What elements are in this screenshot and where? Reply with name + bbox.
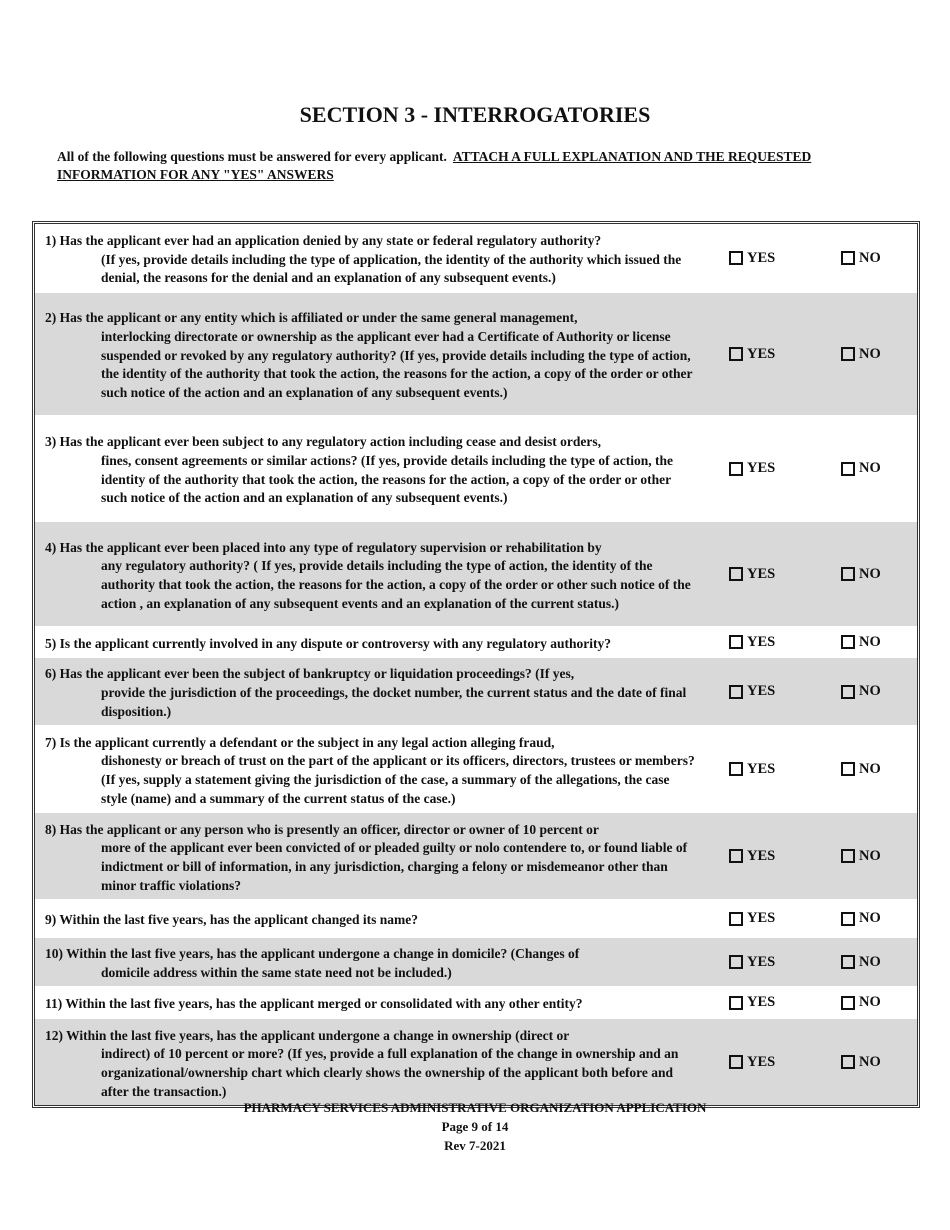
checkbox-icon[interactable] — [841, 762, 855, 776]
question-text: 8) Has the applicant or any person who is presently an officer, director or owner of 10 percent or more of the applicant ever been convicted of or pleaded guilty or nolo contendere to, or found liable of indictment or bill of information, in any jurisdiction, charging a felony or misdemeanor other than minor traffic violations? — [45, 821, 688, 893]
question-text: 6) Has the applicant ever been the subject of bankruptcy or liquidation proceedings? (If yes, provide the jurisdiction of the proceedings, the docket number, the current status and the date of final disposition.) — [45, 666, 687, 719]
no-checkbox[interactable]: NO — [841, 346, 881, 363]
checkbox-icon[interactable] — [841, 996, 855, 1010]
no-checkbox[interactable]: NO — [841, 460, 881, 477]
question-row-4 — [35, 522, 917, 627]
footer-form-name: PHARMACY SERVICES ADMINISTRATIVE ORGANIZATION APPLICATION — [243, 1100, 707, 1115]
question-text: 4) Has the applicant ever been placed into any type of regulatory supervision or rehabilitation by any regulatory authority? ( If yes, provide details including the type of action, the identity of the authority that took the action, the reasons for the action, a copy of the order or other such notice of the action , an explanation of any subsequent events and an explanation of the current status.) — [45, 539, 691, 611]
question-row-1 — [35, 224, 917, 293]
no-checkbox[interactable]: NO — [841, 1054, 881, 1071]
checkbox-icon[interactable] — [729, 996, 743, 1010]
yes-checkbox[interactable]: YES — [729, 994, 775, 1011]
instructions-text: All of the following questions must be answered for every applicant. — [57, 149, 447, 164]
checkbox-icon[interactable] — [729, 762, 743, 776]
no-checkbox[interactable]: NO — [841, 250, 881, 267]
checkbox-icon[interactable] — [841, 955, 855, 969]
question-text: 7) Is the applicant currently a defendant or the subject in any legal action alleging fraud, dishonesty or breach of trust on the part of the applicant or its officers, directors, trustees or members? (If yes, supply a statement giving the jurisdiction of the case, a summary of the allegations, the case style (name) and a summary of the current status of the case.) — [45, 734, 695, 806]
yes-checkbox[interactable]: YES — [729, 848, 775, 865]
footer-page-number: Page 9 of 14 — [441, 1119, 509, 1134]
no-checkbox[interactable]: NO — [841, 566, 881, 583]
question-text: 10) Within the last five years, has the applicant undergone a change in domicile? (Changes of domicile address within the same state need not be included.) — [45, 946, 580, 980]
question-text: 5) Is the applicant currently involved in any dispute or controversy with any regulatory authority? — [45, 635, 612, 651]
no-checkbox[interactable]: NO — [841, 994, 881, 1011]
yes-checkbox[interactable]: YES — [729, 761, 775, 778]
question-row-2 — [35, 293, 917, 416]
instructions-underlined: ATTACH A FULL EXPLANATION AND THE REQUESTED INFORMATION FOR ANY "YES" ANSWERS — [57, 149, 812, 182]
yes-checkbox[interactable]: YES — [729, 346, 775, 363]
checkbox-icon[interactable] — [841, 849, 855, 863]
checkbox-icon[interactable] — [729, 849, 743, 863]
checkbox-icon[interactable] — [729, 462, 743, 476]
checkbox-icon[interactable] — [729, 955, 743, 969]
question-row-12 — [35, 1019, 917, 1105]
footer-revision: Rev 7-2021 — [444, 1138, 506, 1153]
no-checkbox[interactable]: NO — [841, 910, 881, 927]
checkbox-icon[interactable] — [729, 685, 743, 699]
instructions — [57, 148, 857, 184]
question-text: 11) Within the last five years, has the applicant merged or consolidated with any other entity? — [45, 996, 583, 1012]
interrogatories-table — [32, 221, 920, 1108]
question-row-11 — [35, 987, 917, 1019]
checkbox-icon[interactable] — [841, 912, 855, 926]
checkbox-icon[interactable] — [841, 1055, 855, 1069]
checkbox-icon[interactable] — [841, 462, 855, 476]
checkbox-icon[interactable] — [841, 567, 855, 581]
checkbox-icon[interactable] — [841, 685, 855, 699]
page-footer — [0, 1098, 950, 1155]
checkbox-icon[interactable] — [841, 347, 855, 361]
yes-checkbox[interactable]: YES — [729, 910, 775, 927]
checkbox-icon[interactable] — [729, 1055, 743, 1069]
yes-checkbox[interactable]: YES — [729, 634, 775, 651]
question-text: 9) Within the last five years, has the applicant changed its name? — [45, 912, 419, 928]
page-title: SECTION 3 - INTERROGATORIES — [299, 102, 651, 127]
question-row-10 — [35, 938, 917, 987]
question-text: 2) Has the applicant or any entity which is affiliated or under the same general management, interlocking directorate or ownership as the applicant ever had a Certificate of Authority or license suspended or revoked by any regulatory authority? (If yes, provide details including the type of action, the identity of the authority that took the action, the reasons for the action, a copy of the order or other such notice of the action and an explanation of any subsequent events.) — [45, 310, 693, 401]
checkbox-icon[interactable] — [729, 635, 743, 649]
question-text: 1) Has the applicant ever had an application denied by any state or federal regulatory authority? (If yes, provide details including the type of application, the identity of the authority which issued the denial, the reasons for the denial and an explanation of any subsequent events.) — [45, 232, 682, 286]
no-checkbox[interactable]: NO — [841, 848, 881, 865]
checkbox-icon[interactable] — [729, 567, 743, 581]
yes-checkbox[interactable]: YES — [729, 954, 775, 971]
question-text: 12) Within the last five years, has the applicant undergone a change in ownership (direct or indirect) of 10 percent or more? (If yes, provide a full explanation of the change in ownership and an organizational/ownership chart which clearly shows the ownership of the applicant both before and after the transaction.) — [45, 1027, 679, 1099]
checkbox-icon[interactable] — [729, 347, 743, 361]
yes-checkbox[interactable]: YES — [729, 460, 775, 477]
question-row-9 — [35, 900, 917, 938]
question-text: 3) Has the applicant ever been subject to any regulatory action including cease and desist orders, fines, consent agreements or similar actions? (If yes, provide details including the type of action, the identity of the authority that took the action, the reasons for the action, a copy of the order or other such notice of the action and an explanation of any subsequent events.) — [45, 434, 673, 506]
checkbox-icon[interactable] — [841, 635, 855, 649]
question-row-6 — [35, 658, 917, 726]
question-row-3 — [35, 416, 917, 522]
question-row-5 — [35, 627, 917, 658]
checkbox-icon[interactable] — [729, 912, 743, 926]
yes-checkbox[interactable]: YES — [729, 250, 775, 267]
question-row-8 — [35, 813, 917, 900]
question-row-7 — [35, 726, 917, 813]
no-checkbox[interactable]: NO — [841, 954, 881, 971]
no-checkbox[interactable]: NO — [841, 683, 881, 700]
no-checkbox[interactable]: NO — [841, 761, 881, 778]
yes-checkbox[interactable]: YES — [729, 566, 775, 583]
yes-checkbox[interactable]: YES — [729, 683, 775, 700]
yes-checkbox[interactable]: YES — [729, 1054, 775, 1071]
no-checkbox[interactable]: NO — [841, 634, 881, 651]
checkbox-icon[interactable] — [729, 251, 743, 265]
checkbox-icon[interactable] — [841, 251, 855, 265]
